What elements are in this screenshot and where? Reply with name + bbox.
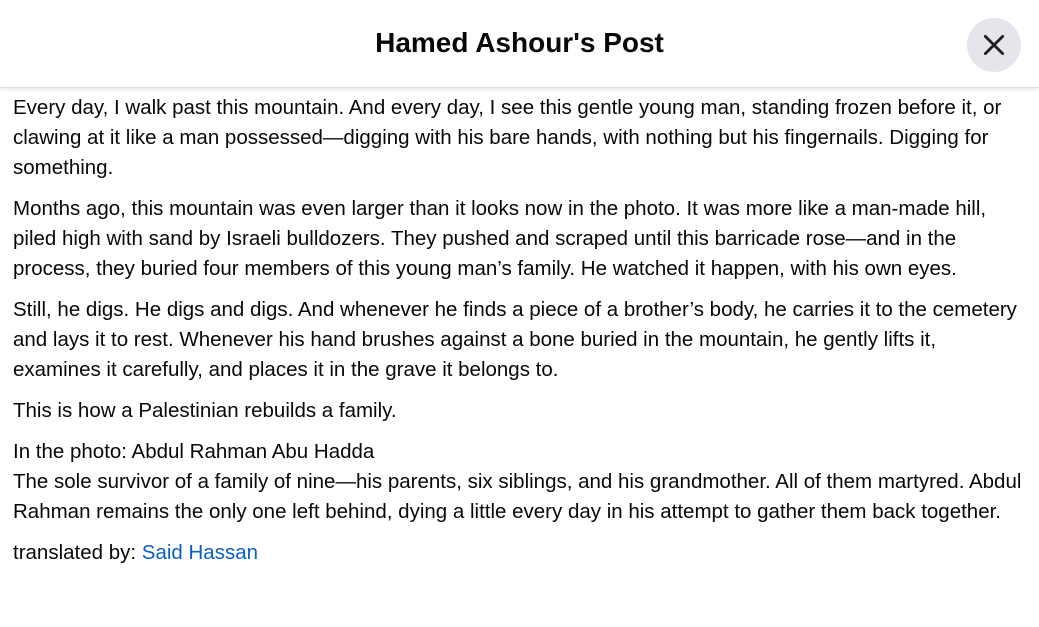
translated-by-label: translated by:: [13, 541, 137, 564]
close-icon: [981, 32, 1007, 58]
photo-caption: In the photo: Abdul Rahman Abu Hadda: [13, 440, 375, 463]
dialog-title: Hamed Ashour's Post: [375, 27, 664, 58]
post-paragraph-1: Every day, I walk past this mountain. And every day, I see this gentle young man, standing frozen before it, or clawing at it like a man possessed—digging with his bare hands, with nothing but his fingernails. Digging for something.: [13, 96, 1002, 179]
post-paragraph-4: This is how a Palestinian rebuilds a family.: [13, 399, 397, 422]
survivor-text: The sole survivor of a family of nine—his parents, six siblings, and his grandmother. All of them martyred. Abdul Rahman remains the only one left behind, dying a little every day in his attempt to gather them back together.: [13, 470, 1022, 523]
post-dialog-header: [0, 0, 1039, 88]
photo-caption-block: [13, 437, 1027, 527]
post-paragraph-2: Months ago, this mountain was even larger than it looks now in the photo. It was more like a man-made hill, piled high with sand by Israeli bulldozers. They pushed and scraped until this barricade rose—and in the process, they buried four members of this young man’s family. He watched it happen, with his own eyes.: [13, 197, 987, 280]
translation-credit: [13, 538, 1027, 568]
post-paragraph-3: Still, he digs. He digs and digs. And whenever he finds a piece of a brother’s body, he carries it to the cemetery and lays it to rest. Whenever his hand brushes against a bone buried in the mountain, he gently lifts it, examines it carefully, and places it in the grave it belongs to.: [13, 298, 1017, 381]
translator-link[interactable]: Said Hassan: [141, 541, 259, 564]
close-button[interactable]: [967, 18, 1021, 72]
post-body: [13, 93, 1027, 579]
